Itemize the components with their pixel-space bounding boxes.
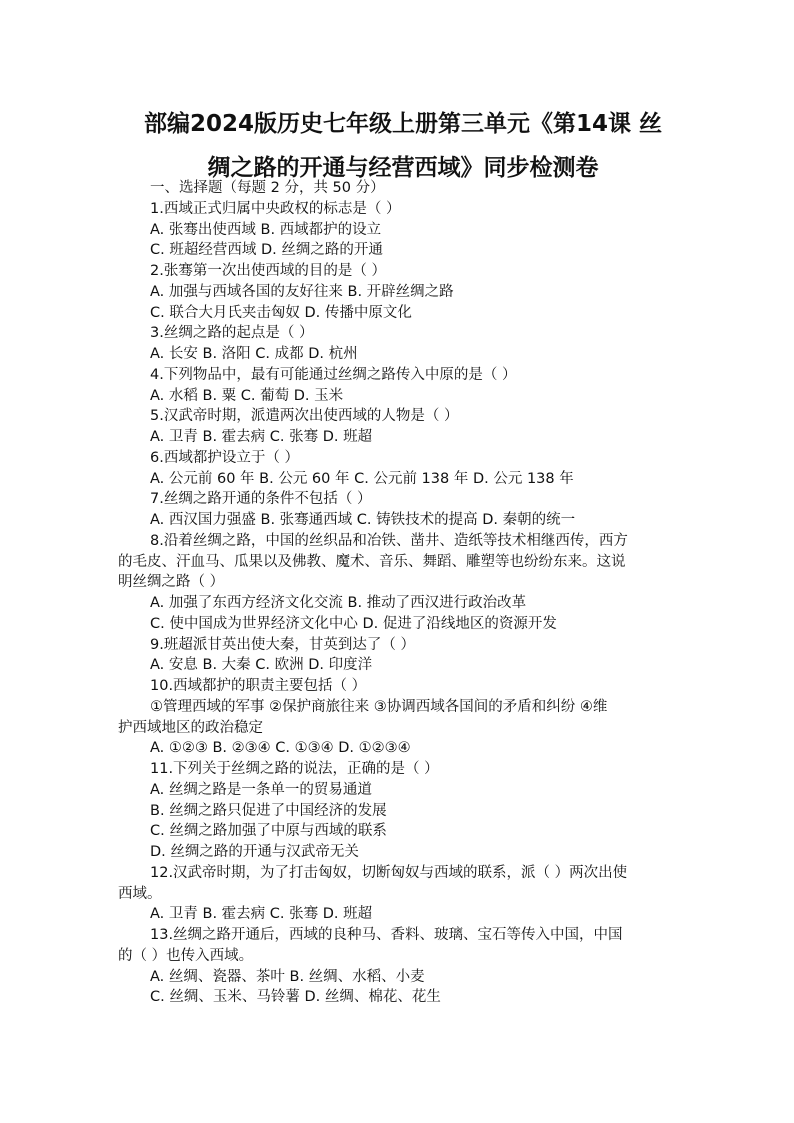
question-8-options-line-1: A. 加强了东西方经济文化交流 B. 推动了西汉进行政治改革	[150, 595, 527, 611]
question-list	[0, 178, 794, 1008]
title-line-2: 绸之路的开通与经营西域》同步检测卷	[207, 155, 599, 181]
question-13-options-line-1: A. 丝绸、瓷器、茶叶 B. 丝绸、水稻、小麦	[150, 968, 425, 985]
question-1-options-line-2: C. 班超经营西域 D. 丝绸之路的开通	[150, 242, 383, 259]
question-4: 4.下列物品中，最有可能通过丝绸之路传入中原的是（ ）	[150, 366, 517, 383]
question-8-line-3: 明丝绸之路（ ）	[118, 574, 225, 591]
question-12-line-1: 12.汉武帝时期，为了打击匈奴，切断匈奴与西域的联系，派（ ）两次出使	[150, 864, 628, 881]
question-11: 11.下列关于丝绸之路的说法，正确的是（ ）	[150, 761, 439, 777]
question-13-line-2: 的（ ）也传入西域。	[118, 947, 254, 964]
question-2-options-line-2: C. 联合大月氏夹击匈奴 D. 传播中原文化	[150, 304, 412, 321]
question-10-statements-line-2: 护西域地区的政治稳定	[118, 719, 263, 736]
question-6: 6.西域都护设立于（ ）	[150, 449, 299, 466]
question-3-options: A. 长安 B. 洛阳 C. 成都 D. 杭州	[150, 346, 358, 362]
question-11-option-a: A. 丝绸之路是一条单一的贸易通道	[150, 781, 372, 798]
question-13-line-1: 13.丝绸之路开通后，西域的良种马、香料、玻璃、宝石等传入中国，中国	[150, 927, 623, 943]
question-9: 9.班超派甘英出使大秦，甘英到达了（ ）	[150, 636, 415, 653]
question-4-options: A. 水稻 B. 粟 C. 葡萄 D. 玉米	[150, 387, 344, 404]
section-heading: 一、选择题（每题 2 分，共 50 分）	[150, 180, 385, 196]
question-5-options: A. 卫青 B. 霍去病 C. 张骞 D. 班超	[150, 429, 373, 445]
document-title	[118, 102, 688, 190]
question-7-options: A. 西汉国力强盛 B. 张骞通西域 C. 铸铁技术的提高 D. 秦朝的统一	[150, 512, 576, 528]
question-13-options-line-2: C. 丝绸、玉米、马铃薯 D. 丝绸、棉花、花生	[150, 989, 441, 1006]
question-11-option-c: C. 丝绸之路加强了中原与西域的联系	[150, 823, 387, 840]
title-line-1: 部编2024版历史七年级上册第三单元《第14课 丝	[143, 111, 663, 137]
question-12-line-2: 西域。	[118, 885, 162, 902]
question-8-line-1: 8.沿着丝绸之路，中国的丝织品和冶铁、凿井、造纸等技术相继西传，西方	[150, 532, 628, 549]
question-10-options: A. ①②③ B. ②③④ C. ①③④ D. ①②③④	[150, 740, 411, 757]
question-7: 7.丝绸之路开通的条件不包括（ ）	[150, 491, 372, 508]
question-6-options: A. 公元前 60 年 B. 公元 60 年 C. 公元前 138 年 D. 公元 138 年	[150, 470, 574, 487]
question-9-options: A. 安息 B. 大秦 C. 欧洲 D. 印度洋	[150, 657, 373, 674]
question-8-line-2: 的毛皮、汗血马、瓜果以及佛教、魔术、音乐、舞蹈、雕塑等也纷纷东来。这说	[118, 553, 626, 570]
question-12-options: A. 卫青 B. 霍去病 C. 张骞 D. 班超	[150, 906, 373, 923]
question-1-options-line-1: A. 张骞出使西域 B. 西域都护的设立	[150, 221, 382, 238]
question-11-option-d: D. 丝绸之路的开通与汉武帝无关	[150, 844, 359, 860]
question-10-statements-line-1: ①管理西域的军事 ②保护商旅往来 ③协调西域各国间的矛盾和纠纷 ④维	[150, 698, 608, 715]
question-5: 5.汉武帝时期，派遣两次出使西域的人物是（ ）	[150, 408, 459, 425]
question-1: 1.西域正式归属中央政权的标志是（ ）	[150, 200, 401, 217]
question-10: 10.西域都护的职责主要包括（ ）	[150, 678, 367, 694]
question-11-option-b: B. 丝绸之路只促进了中国经济的发展	[150, 802, 387, 819]
question-2: 2.张骞第一次出使西域的目的是（ ）	[150, 263, 386, 279]
question-8-options-line-2: C. 使中国成为世界经济文化中心 D. 促进了沿线地区的资源开发	[150, 615, 557, 632]
question-2-options-line-1: A. 加强与西域各国的友好往来 B. 开辟丝绸之路	[150, 283, 454, 300]
question-3: 3.丝绸之路的起点是（ ）	[150, 325, 314, 342]
